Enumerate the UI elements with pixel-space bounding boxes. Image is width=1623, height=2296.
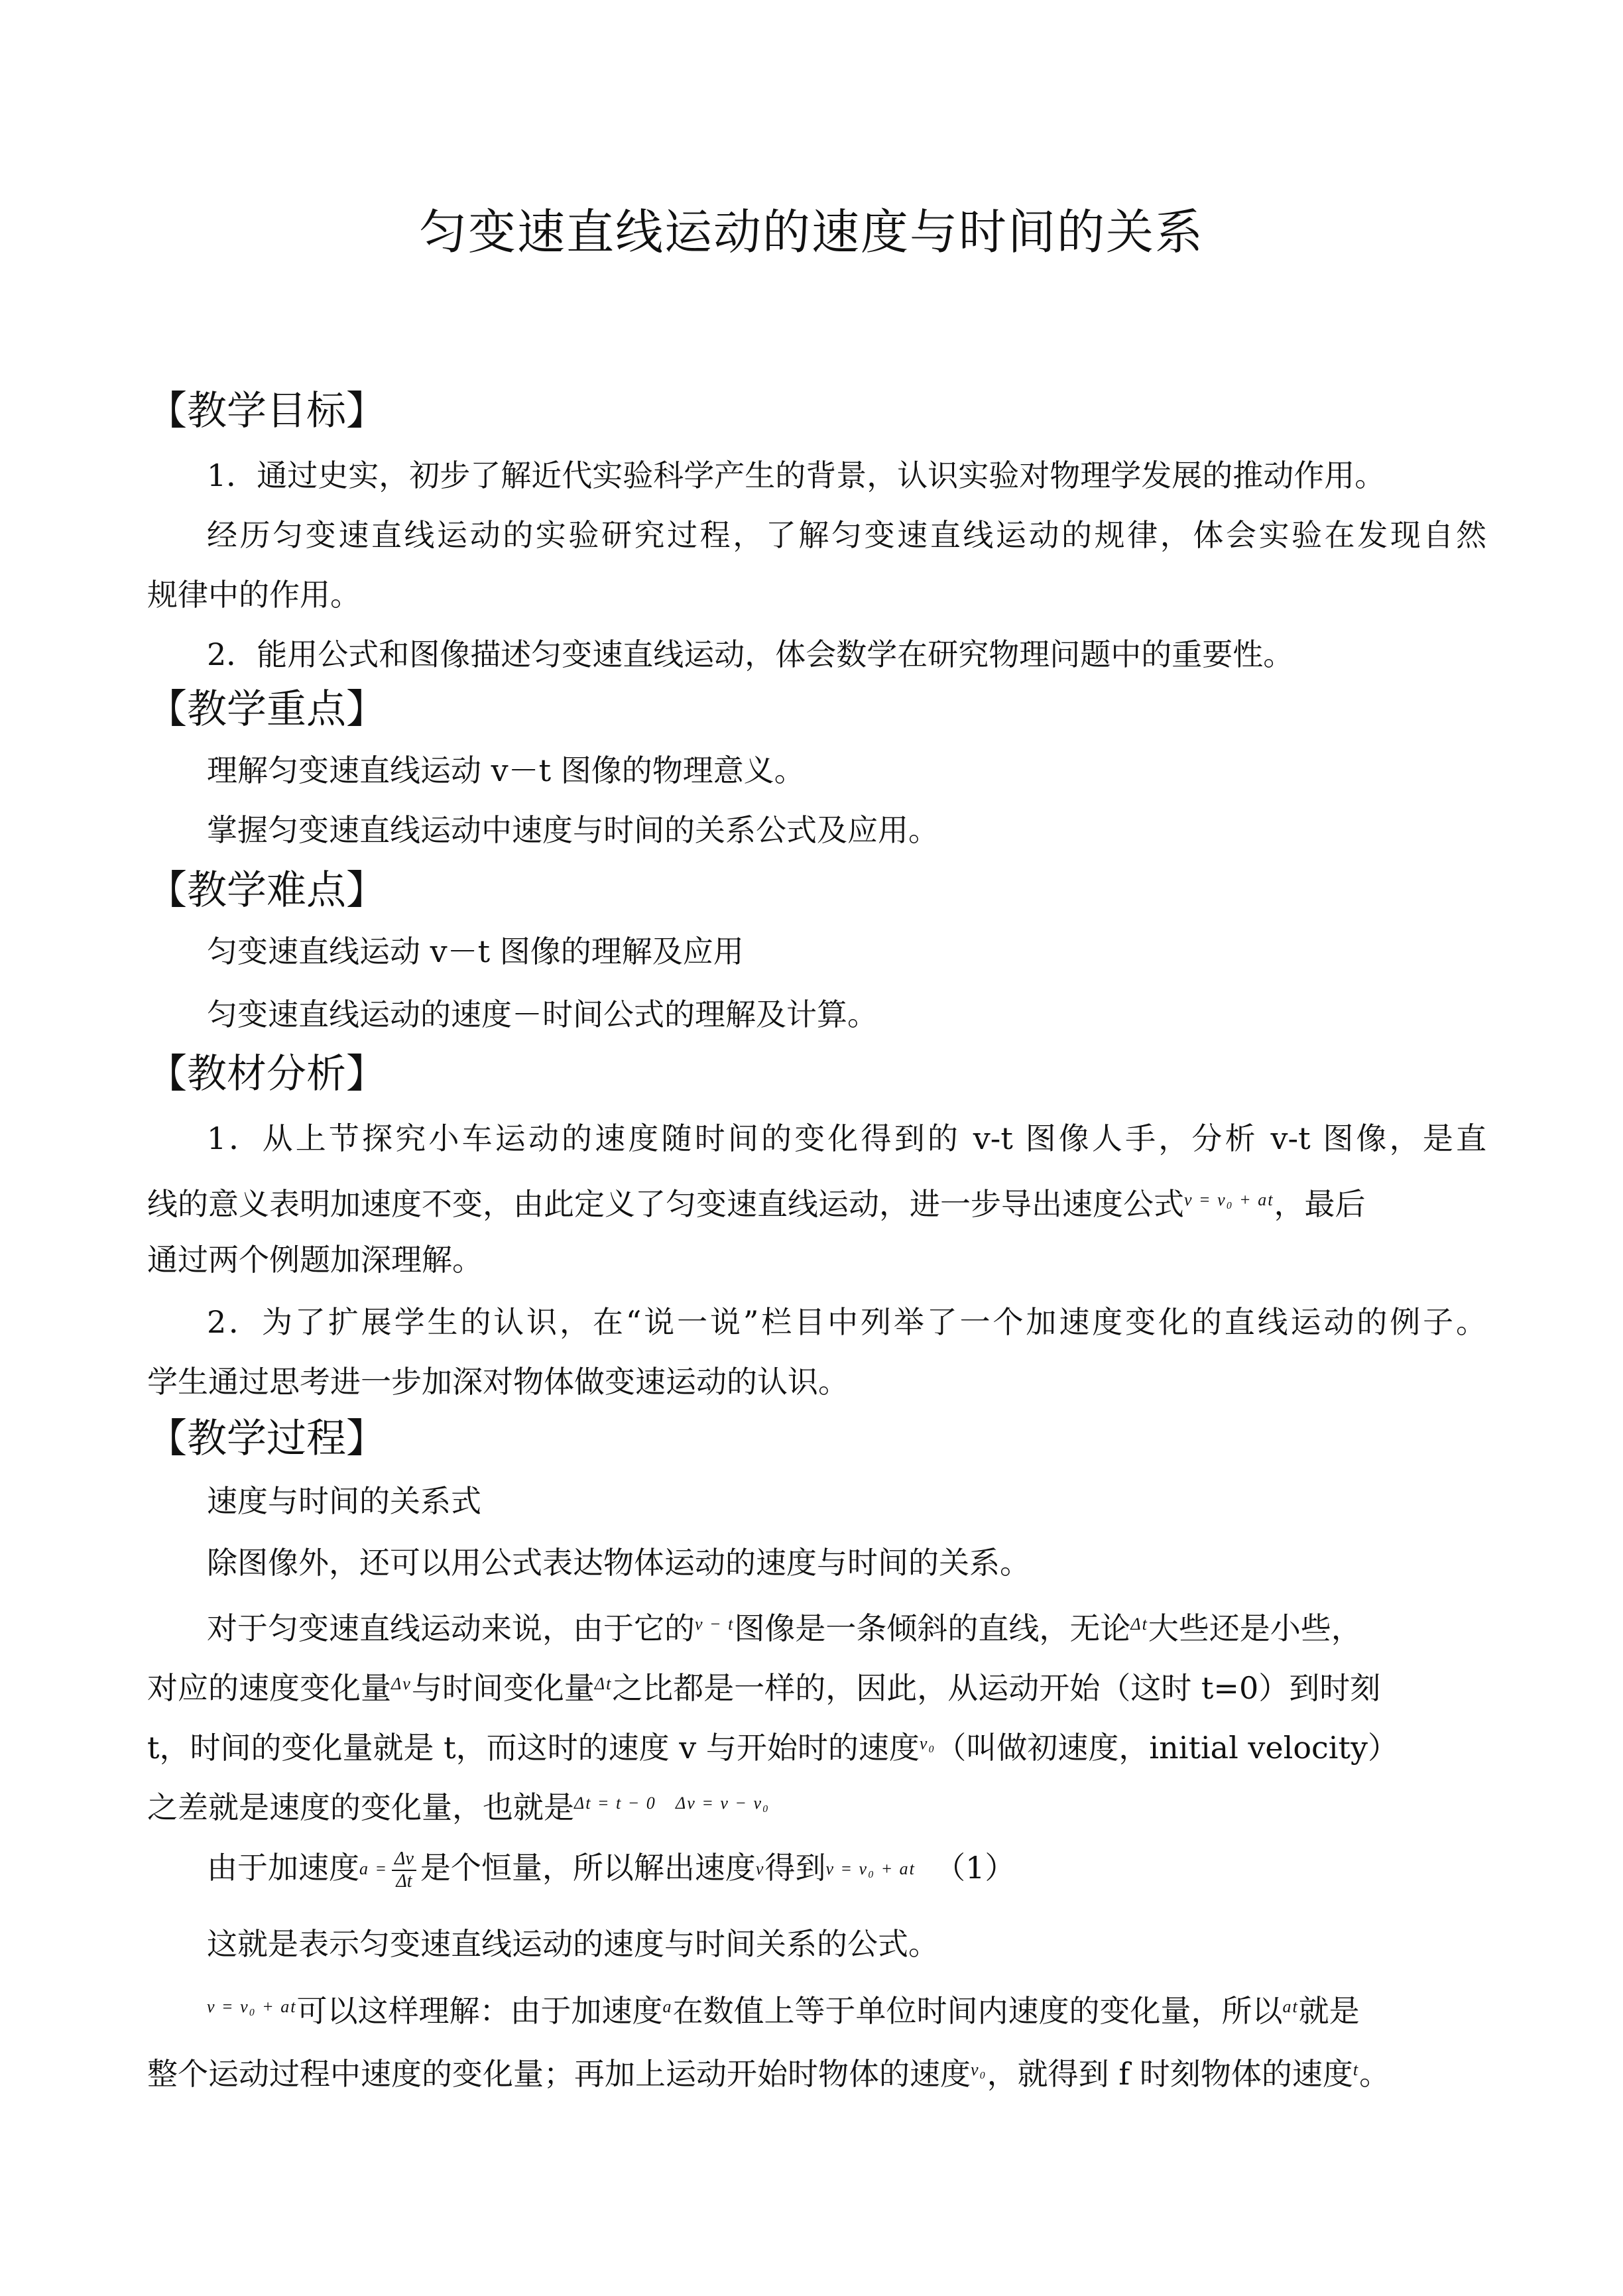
difficulties-item-1: 匀变速直线运动 v－t 图像的理解及应用	[207, 934, 744, 969]
v-t-symbol: v − t	[695, 1614, 735, 1634]
page-title: 匀变速直线运动的速度与时间的关系	[418, 204, 1204, 260]
process-text: 。	[1359, 2056, 1390, 2092]
fraction-numerator: Δv	[392, 1848, 416, 1871]
velocity-formula: v = v₀ + at	[1184, 1190, 1274, 1209]
t-symbol: t	[1352, 2060, 1360, 2079]
velocity-formula: v = v₀ + at	[825, 1859, 916, 1878]
analysis-text: 线的意义表明加速度不变，由此定义了匀变速直线运动，进一步导出速度公式	[147, 1186, 1184, 1222]
key-points-item-2: 掌握匀变速直线运动中速度与时间的关系公式及应用。	[207, 812, 939, 848]
v0-symbol: v₀	[971, 2060, 987, 2079]
process-paragraph-2-line-3	[147, 1722, 1486, 1769]
heading-difficulties: 【教学难点】	[147, 867, 386, 914]
heading-teaching-process: 【教学过程】	[147, 1416, 386, 1462]
delta-t-symbol: Δt	[1130, 1614, 1148, 1634]
acceleration-symbol: a =	[359, 1859, 389, 1878]
goals-paragraph-2-line-1: 经历匀变速直线运动的实验研究过程，了解匀变速直线运动的规律，体会实验在发现自然	[207, 517, 1486, 553]
delta-t-symbol: Δt	[594, 1674, 613, 1693]
process-text: 整个运动过程中速度的变化量；再加上运动开始时物体的速度	[147, 2056, 971, 2092]
process-text: 大些还是小些，	[1148, 1610, 1362, 1646]
key-points-item-1: 理解匀变速直线运动 v－t 图像的物理意义。	[207, 753, 805, 788]
goals-paragraph-3: 2．能用公式和图像描述匀变速直线运动，体会数学在研究物理问题中的重要性。	[207, 636, 1294, 672]
process-paragraph-3	[207, 1846, 1486, 1892]
process-paragraph-2-line-2	[147, 1663, 1486, 1709]
at-symbol: at	[1282, 1997, 1299, 2016]
acceleration-symbol: a	[662, 1997, 673, 2016]
process-text: 就是	[1298, 1993, 1360, 2029]
process-text: 在数值上等于单位时间内速度的变化量，所以	[672, 1993, 1283, 2029]
process-text: （叫做初速度，initial velocity）	[935, 1730, 1398, 1766]
delta-v-equation: Δv = v − v₀	[676, 1793, 770, 1813]
heading-textbook-analysis: 【教材分析】	[147, 1051, 386, 1097]
analysis-text: ，最后	[1274, 1186, 1366, 1222]
heading-key-points: 【教学重点】	[147, 686, 386, 733]
analysis-paragraph-2-line-1: 2．为了扩展学生的认识，在“说一说”栏目中列举了一个加速度变化的直线运动的例子。	[207, 1304, 1486, 1340]
analysis-paragraph-1-line-2	[147, 1179, 1486, 1225]
goals-paragraph-1: 1．通过史实，初步了解近代实验科学产生的背景，认识实验对物理学发展的推动作用。	[207, 457, 1386, 493]
goals-paragraph-2-line-2: 规律中的作用。	[147, 577, 361, 613]
process-text: 得到	[764, 1850, 826, 1886]
process-text: 是个恒量，所以解出速度	[420, 1850, 756, 1886]
heading-teaching-goals: 【教学目标】	[147, 388, 386, 434]
analysis-paragraph-1-line-3: 通过两个例题加深理解。	[147, 1242, 483, 1278]
velocity-symbol: v	[755, 1859, 765, 1878]
process-paragraph-2-line-1	[207, 1603, 1486, 1650]
process-paragraph-2-line-4	[147, 1782, 1486, 1829]
process-text: t，时间的变化量就是 t，而这时的速度 v 与开始时的速度	[147, 1730, 920, 1766]
process-text: 可以这样理解：由于加速度	[296, 1993, 663, 2029]
process-text: 图像是一条倾斜的直线，无论	[734, 1610, 1131, 1646]
process-paragraph-4: 这就是表示匀变速直线运动的速度与时间关系的公式。	[207, 1926, 939, 1962]
delta-t-equation: Δt = t − 0	[574, 1793, 656, 1813]
analysis-paragraph-1-line-1: 1．从上节探究小车运动的速度随时间的变化得到的 v-t 图像人手，分析 v-t 图像，是直	[207, 1120, 1486, 1156]
process-text: 对于匀变速直线运动来说，由于它的	[207, 1610, 695, 1646]
process-paragraph-1: 除图像外，还可以用公式表达物体运动的速度与时间的关系。	[207, 1545, 1030, 1581]
equation-number: （1）	[935, 1850, 1016, 1886]
delta-v-symbol: Δv	[391, 1674, 412, 1693]
process-text: 之比都是一样的，因此，从运动开始（这时 t=0）到时刻	[612, 1670, 1381, 1706]
process-text: 由于加速度	[207, 1850, 359, 1886]
difficulties-item-2: 匀变速直线运动的速度－时间公式的理解及计算。	[207, 997, 878, 1032]
analysis-paragraph-2-line-2: 学生通过思考进一步加深对物体做变速运动的认识。	[147, 1364, 849, 1400]
process-subheading: 速度与时间的关系式	[207, 1483, 481, 1519]
process-text: 与时间变化量	[411, 1670, 595, 1706]
process-paragraph-5-line-1	[207, 1986, 1486, 2032]
process-text: 之差就是速度的变化量，也就是	[147, 1789, 574, 1825]
velocity-formula: v = v₀ + at	[207, 1997, 297, 2016]
process-paragraph-5-line-2	[147, 2049, 1486, 2095]
process-text: ，就得到 f 时刻物体的速度	[987, 2056, 1353, 2092]
process-text: 对应的速度变化量	[147, 1670, 391, 1706]
fraction-denominator: Δt	[396, 1871, 412, 1892]
v0-symbol: v₀	[919, 1734, 936, 1753]
acceleration-fraction	[392, 1848, 416, 1892]
